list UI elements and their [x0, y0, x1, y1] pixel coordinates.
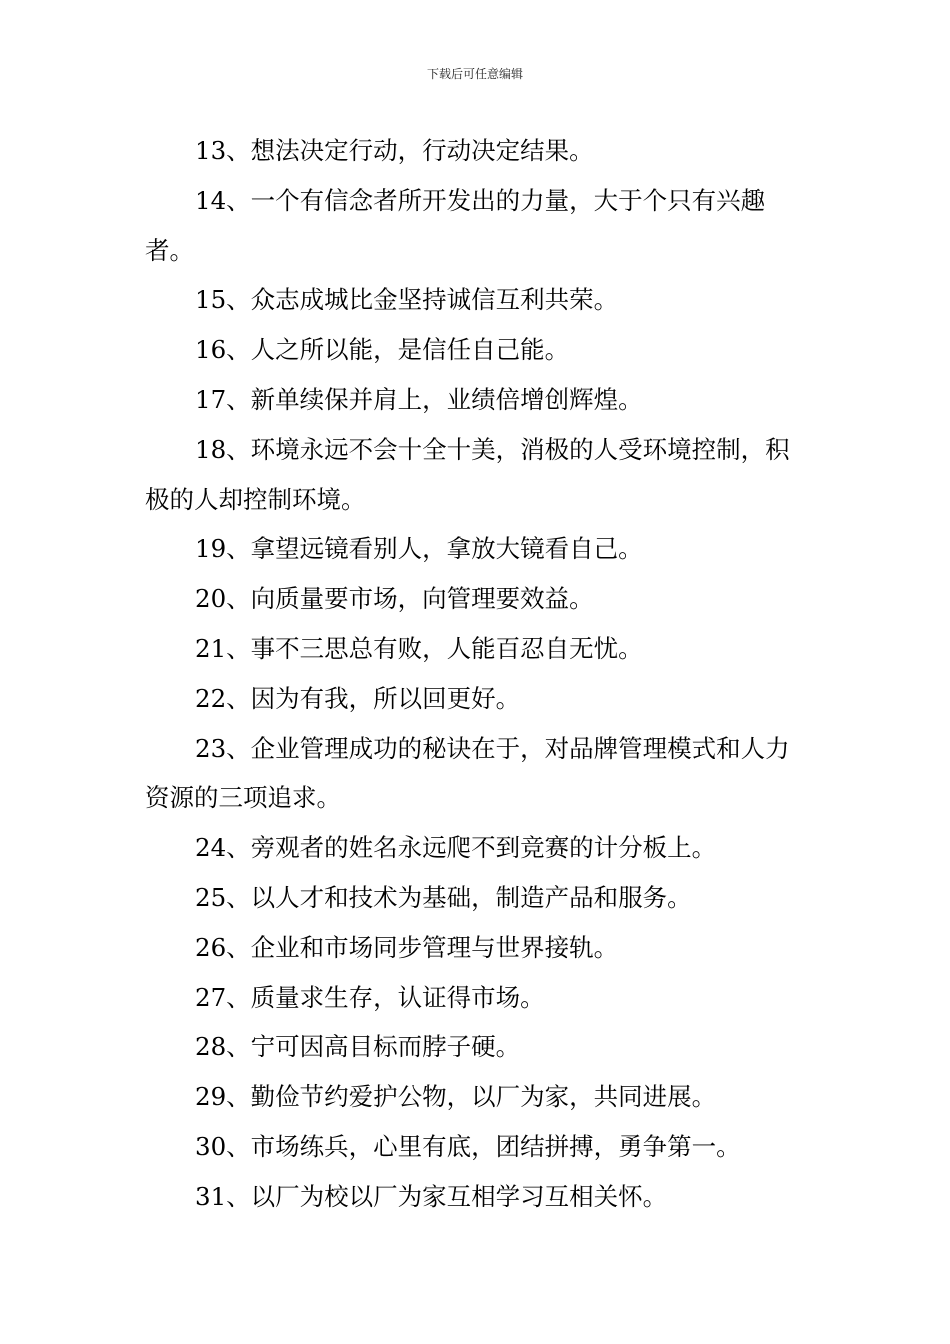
list-item: 29、勤俭节约爱护公物，以厂为家，共同进展。: [195, 1082, 717, 1112]
list-item: 13、想法决定行动，行动决定结果。: [195, 136, 594, 165]
list-item: 19、拿望远镜看别人，拿放大镜看自己。: [195, 534, 643, 564]
list-item: 16、人之所以能，是信任自己能。: [195, 335, 570, 365]
slogan-list: [145, 126, 813, 1222]
list-item: 22、因为有我，所以回更好。: [195, 683, 521, 713]
list-item: 27、质量求生存，认证得市场。: [195, 982, 545, 1012]
list-item: 31、以厂为校以厂为家互相学习互相关怀。: [195, 1181, 668, 1211]
list-item: 20、向质量要市场，向管理要效益。: [195, 584, 594, 614]
list-item: 28、宁可因高目标而脖子硬。: [195, 1032, 521, 1062]
list-item: 26、企业和市场同步管理与世界接轨。: [195, 932, 619, 962]
list-item: 23、企业管理成功的秘诀在于，对品牌管理模式和人力资源的三项追求。: [145, 733, 790, 813]
list-item: 18、环境永远不会十全十美，消极的人受环境控制，积极的人却控制环境。: [145, 434, 790, 514]
page-header-note: 下载后可任意编辑: [426, 67, 523, 81]
list-item: 30、市场练兵，心里有底，团结拼搏，勇争第一。: [195, 1131, 741, 1161]
list-item: 24、旁观者的姓名永远爬不到竞赛的计分板上。: [195, 833, 717, 863]
list-item: 15、众志成城比金坚持诚信互利共荣。: [195, 285, 619, 315]
list-item: 17、新单续保并肩上，业绩倍增创辉煌。: [195, 384, 643, 414]
list-item: 14、一个有信念者所开发出的力量，大于个只有兴趣者。: [145, 185, 766, 265]
list-item: 25、以人才和技术为基础，制造产品和服务。: [195, 882, 692, 912]
list-item: 21、事不三思总有败，人能百忍自无忧。: [195, 633, 643, 663]
